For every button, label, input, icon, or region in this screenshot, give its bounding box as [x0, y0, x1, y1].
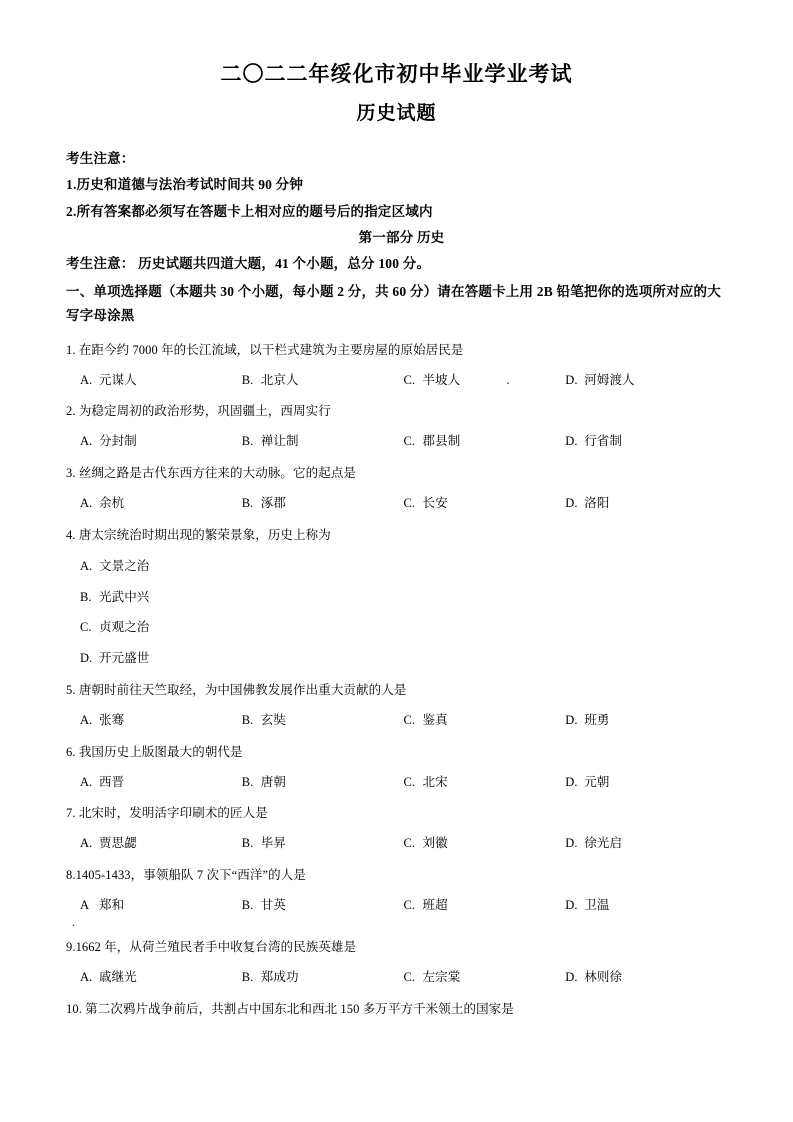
notice-line-1: 1.历史和道德与法治考试时间共 90 分钟: [66, 177, 304, 193]
page-subtitle: 历史试题: [356, 103, 437, 125]
option-a[interactable]: [80, 557, 727, 576]
question-stem: [66, 937, 727, 957]
option-text: 光武中兴: [99, 589, 150, 604]
option-letter: B.: [241, 496, 254, 511]
option-row: [66, 432, 727, 451]
question-text: 丝绸之路是古代东西方往来的大动脉。它的起点是: [78, 466, 357, 481]
option-d[interactable]: [565, 371, 727, 390]
option-text: 玄奘: [260, 712, 286, 727]
option-text: 班勇: [584, 712, 610, 727]
option-letter: C.: [80, 620, 92, 635]
question-text: 我国历史上版图最大的朝代是: [78, 744, 243, 759]
option-text: 贾思勰: [99, 836, 137, 851]
option-b[interactable]: [242, 968, 404, 987]
question-item: [66, 340, 727, 390]
option-a[interactable]: [80, 371, 242, 390]
option-text: 甘英: [260, 898, 286, 913]
option-d[interactable]: [565, 432, 727, 451]
question-number: 2.: [66, 404, 76, 419]
option-text: 西晋: [99, 774, 125, 789]
option-letter: B.: [241, 836, 254, 851]
option-c[interactable]: [404, 371, 566, 390]
option-text: 行省制: [584, 434, 623, 449]
option-letter: B.: [241, 434, 254, 449]
stray-mark: .: [72, 915, 75, 929]
option-a[interactable]: [80, 432, 242, 451]
option-text: 林则徐: [584, 969, 623, 984]
question-text: 第二次鸦片战争前后，共割占中国东北和西北 150 多万平方千米领土的国家是: [85, 1001, 514, 1016]
option-b[interactable]: [242, 711, 404, 730]
option-letter: A.: [80, 496, 93, 511]
option-text: 刘徽: [422, 836, 448, 851]
option-letter: B.: [80, 589, 92, 604]
question-number: 4.: [66, 527, 76, 542]
option-c[interactable]: [404, 896, 566, 915]
option-letter: D.: [565, 836, 578, 851]
option-a[interactable]: [80, 711, 242, 730]
option-text: 鉴真: [422, 712, 448, 727]
option-d[interactable]: [80, 649, 727, 668]
option-letter: C.: [403, 712, 416, 727]
option-letter: C.: [403, 969, 416, 984]
option-b[interactable]: [242, 896, 404, 915]
option-text: 文景之治: [99, 558, 150, 573]
question-item: [66, 401, 727, 451]
section-heading: 一、单项选择题（本题共 30 个小题，每小题 2 分，共 60 分）请在答题卡上用 2B 铅笔把你的选项所对应的大写字母涂黑: [66, 283, 721, 323]
option-letter: A.: [80, 969, 93, 984]
option-letter: C.: [403, 496, 416, 511]
option-letter: C.: [403, 434, 416, 449]
option-d[interactable]: [565, 773, 727, 792]
question-number: 7.: [66, 806, 76, 821]
question-stem: [66, 999, 727, 1019]
option-letter: D.: [565, 434, 578, 449]
option-letter: A.: [80, 836, 93, 851]
option-letter: D.: [565, 969, 578, 984]
option-letter: A.: [80, 434, 93, 449]
option-c[interactable]: [404, 432, 566, 451]
option-text: 左宗棠: [422, 969, 461, 984]
option-text: 元朝: [584, 774, 610, 789]
option-letter: C.: [403, 898, 416, 913]
question-stem: [66, 340, 727, 360]
option-text: 分封制: [99, 434, 137, 449]
option-d[interactable]: [565, 968, 727, 987]
question-item: [66, 865, 727, 915]
option-d[interactable]: [565, 494, 727, 513]
option-d[interactable]: [565, 834, 727, 853]
option-a[interactable]: [80, 968, 242, 987]
question-number: 9.: [66, 939, 76, 954]
option-text: 半坡人: [422, 372, 461, 387]
option-letter: B.: [241, 774, 254, 789]
option-text: 河姆渡人: [584, 372, 635, 387]
option-text: 洛阳: [584, 496, 610, 511]
option-d[interactable]: [565, 711, 727, 730]
option-letter: A.: [80, 558, 93, 573]
option-text: 卫温: [584, 898, 610, 913]
question-stem: [66, 742, 727, 762]
question-stem: [66, 463, 727, 483]
part-heading: 第一部分 历史: [358, 229, 445, 245]
option-text: 元谋人: [99, 372, 137, 387]
question-number: 1.: [66, 342, 76, 357]
question-text: 1662 年，从荷兰殖民者手中收复台湾的民族英雄是: [75, 939, 357, 954]
option-b[interactable]: [242, 773, 404, 792]
option-b[interactable]: [242, 834, 404, 853]
question-stem: [66, 680, 727, 700]
option-text: 郡县制: [422, 434, 461, 449]
option-c[interactable]: [404, 711, 566, 730]
option-text: 贞观之治: [99, 620, 150, 635]
option-letter: D.: [565, 712, 578, 727]
question-item: [66, 803, 727, 853]
option-c[interactable]: [404, 968, 566, 987]
option-row: [66, 834, 727, 853]
question-number: 10.: [66, 1001, 82, 1016]
candidate-notice: [66, 146, 727, 225]
option-letter: B.: [241, 372, 254, 387]
option-row: [66, 896, 727, 915]
option-b[interactable]: [80, 588, 727, 607]
option-letter: B.: [241, 712, 254, 727]
option-letter: A.: [80, 774, 93, 789]
option-text: 余杭: [99, 496, 125, 511]
option-text: 张骞: [99, 712, 125, 727]
option-c[interactable]: [404, 773, 566, 792]
question-item: [66, 680, 727, 730]
option-text: 长安: [422, 496, 448, 511]
question-text: 北宋时，发明活字印刷术的匠人是: [78, 806, 268, 821]
option-letter: A.: [80, 372, 93, 387]
option-a[interactable]: [80, 834, 242, 853]
option-text: 班超: [422, 898, 448, 913]
question-text: 唐朝时前往天竺取经，为中国佛教发展作出重大贡献的人是: [78, 682, 407, 697]
option-letter: B.: [241, 969, 254, 984]
option-row: [66, 494, 727, 513]
option-d[interactable]: [565, 896, 727, 915]
option-row: [66, 968, 727, 987]
option-text: 徐光启: [584, 836, 623, 851]
question-text: 为稳定周初的政治形势，巩固疆土，西周实行: [78, 404, 331, 419]
option-row: [66, 711, 727, 730]
option-text: 涿郡: [260, 496, 286, 511]
option-stack: [66, 557, 727, 668]
question-item: [66, 525, 727, 668]
option-letter: D.: [565, 372, 578, 387]
option-text: 开元盛世: [99, 651, 150, 666]
option-letter: A.: [80, 712, 93, 727]
question-number: 3.: [66, 466, 76, 481]
option-b[interactable]: [242, 432, 404, 451]
question-stem: [66, 803, 727, 823]
question-stem: [66, 401, 727, 421]
question-text: 在距今约 7000 年的长江流域，以干栏式建筑为主要房屋的原始居民是: [78, 342, 464, 357]
option-b[interactable]: [242, 371, 404, 390]
question-item: [66, 742, 727, 792]
option-text: 禅让制: [260, 434, 299, 449]
option-text: 唐朝: [260, 774, 286, 789]
option-letter: A: [80, 898, 90, 913]
question-list: [66, 340, 727, 1019]
stray-mark: .: [506, 372, 510, 387]
option-letter: B.: [241, 898, 254, 913]
option-row: [66, 371, 727, 390]
question-item: [66, 463, 727, 513]
question-number: 8.: [66, 868, 76, 883]
option-text: 毕昇: [260, 836, 286, 851]
option-c[interactable]: [404, 494, 566, 513]
option-text: 郑和: [99, 898, 125, 913]
option-c[interactable]: [80, 618, 727, 637]
question-number: 5.: [66, 682, 76, 697]
question-item: [66, 937, 727, 987]
option-b[interactable]: [242, 494, 404, 513]
page-title: 二〇二二年绥化市初中毕业学业考试: [220, 62, 573, 86]
notice-line-2: 2.所有答案都必须写在答题卡上相对应的题号后的指定区域内: [66, 203, 433, 219]
question-item: [66, 999, 727, 1019]
option-text: 北京人: [260, 372, 299, 387]
question-stem: [66, 525, 727, 545]
question-stem: [66, 865, 727, 885]
option-a[interactable]: [80, 773, 242, 792]
question-text: 唐太宗统治时期出现的繁荣景象，历史上称为: [78, 527, 331, 542]
option-letter: D.: [565, 774, 578, 789]
section-note: 考生注意： 历史试题共四道大题，41 个小题，总分 100 分。: [66, 256, 431, 272]
question-number: 6.: [66, 744, 76, 759]
option-letter: C.: [403, 372, 416, 387]
option-letter: D.: [80, 651, 93, 666]
question-text: 1405-1433，事领船队 7 次下“西洋”的人是: [75, 868, 306, 883]
option-text: 戚继光: [99, 969, 137, 984]
notice-heading: 考生注意：: [66, 150, 135, 166]
option-text: 郑成功: [260, 969, 299, 984]
option-a[interactable]: [80, 494, 242, 513]
option-a[interactable]: [80, 896, 242, 915]
option-letter: C.: [403, 836, 416, 851]
option-letter: C.: [403, 774, 416, 789]
option-letter: D.: [565, 898, 578, 913]
option-text: 北宋: [422, 774, 448, 789]
option-c[interactable]: [404, 834, 566, 853]
option-letter: D.: [565, 496, 578, 511]
option-row: [66, 773, 727, 792]
